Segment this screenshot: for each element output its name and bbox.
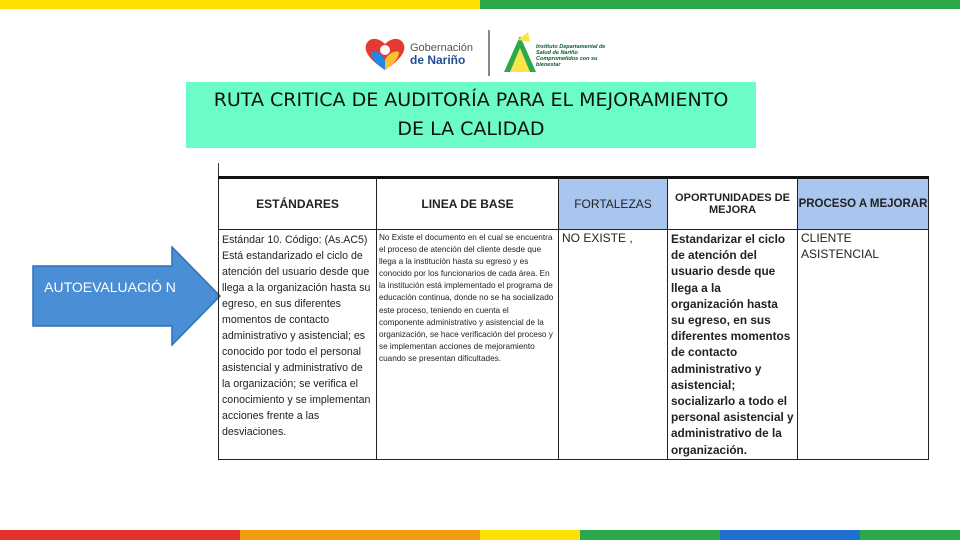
header-fortalezas: FORTALEZAS: [559, 178, 668, 230]
stripe-yellow-bottom: [480, 530, 580, 540]
table-header-row: [219, 178, 929, 230]
cell-estandares: Estándar 10. Código: (As.AC5) Está estandarizado el ciclo de atención del usuario desde que llega a la organización hasta su egreso, en sus diferentes momentos de contacto administrativo y asistencial; es conocido por todo el personal asistencial y administrativo de la organización; se verifica el conocimiento y se implementan acciones frente a las desviaciones.: [219, 230, 377, 460]
cell-fortalezas: NO EXISTE ,: [559, 230, 668, 460]
page-title: [214, 86, 729, 144]
header-proceso: PROCESO A MEJORAR: [798, 178, 929, 230]
arrow-label: AUTOEVALUACIÓ N: [44, 279, 176, 295]
stripe-yellow: [0, 0, 480, 9]
title-line-1: RUTA CRITICA DE AUDITORÍA PARA EL MEJORAMIENTO: [213, 89, 729, 111]
stripe-green-bottom: [580, 530, 720, 540]
stripe-red: [0, 530, 240, 540]
stripe-orange: [240, 530, 480, 540]
cell-oportunidades: Estandarizar el ciclo de atención del usuario desde que llega a la organización hasta su egreso, en sus diferentes momentos de contacto administrativo y asistencial; socializarlo a todo el personal asistencial y administrativo de la organización.: [668, 230, 798, 460]
header-oportunidades: OPORTUNIDADES DE MEJORA: [668, 178, 798, 230]
audit-table: [218, 176, 929, 460]
header-linea-base: LINEA DE BASE: [377, 178, 559, 230]
stripe-blue: [720, 530, 860, 540]
cell-proceso: CLIENTE ASISTENCIAL: [798, 230, 929, 460]
cell-linea-base: No Existe el documento en el cual se encuentra el proceso de atención del cliente desde que llega a la institución hasta su egreso y es conocido por los funcionarios de cada área. En la institución está implementado el programa de educación continua, donde no se ha socializado este proceso, teniendo en cuenta el componente administrativo y asistencial de la organización, se hace verificación del proceso y se implementan acciones de mejoramiento cuando se presentan dificultades.: [377, 230, 559, 460]
table-row: [219, 230, 929, 460]
gobernacion-logo-text: Gobernación de Nariño: [410, 42, 473, 67]
top-color-stripe: [0, 0, 960, 9]
gobernacion-heart-logo: [362, 34, 408, 74]
bottom-color-stripe: [0, 530, 960, 540]
logo-bar: [362, 26, 606, 82]
stripe-green: [480, 0, 960, 9]
title-line-2: DE LA CALIDAD: [397, 118, 545, 140]
instituto-logo-text: Instituto Departamental de Salud de Nariño Comprometidos con su bienestar: [536, 44, 606, 68]
page-title-box: [186, 82, 756, 148]
instituto-salud-logo: [500, 30, 540, 76]
stripe-green-end: [860, 530, 960, 540]
header-estandares: ESTÁNDARES: [219, 178, 377, 230]
logo-divider: [488, 30, 490, 76]
